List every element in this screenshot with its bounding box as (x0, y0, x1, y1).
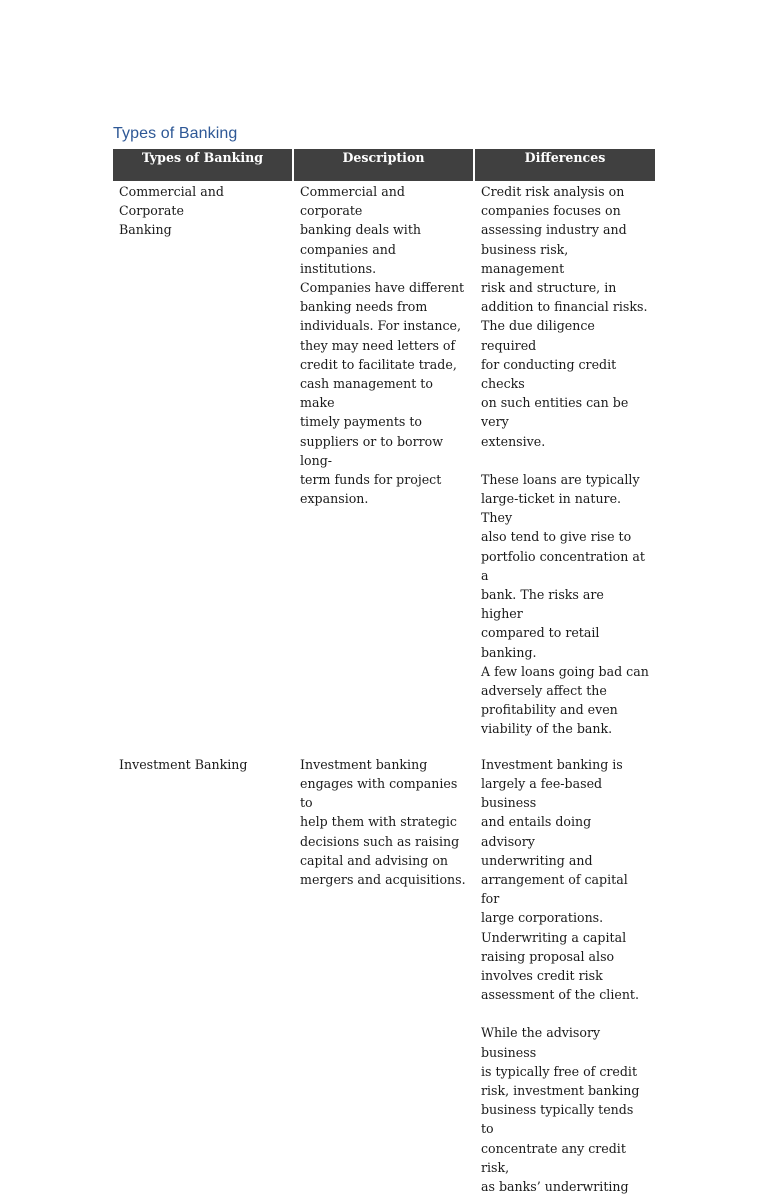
description-text: Commercial and corporate banking deals with companies and institutions. Companies have different banking needs from individuals. For instance, they may need letters of credit to facilitate trade, cash management to make timely payments to suppliers or to borrow long- term funds for project expansion. (300, 184, 465, 507)
banking-type-text: Investment Banking (119, 756, 248, 772)
cell-description (294, 751, 475, 1196)
cell-type (113, 751, 294, 1196)
cell-differences (475, 181, 655, 751)
table-header-row (113, 149, 655, 181)
table-row (113, 181, 655, 751)
cell-type (113, 181, 294, 751)
header-description: Description (294, 149, 475, 181)
cell-description (294, 181, 475, 751)
differences-paragraph: Credit risk analysis on companies focuses on assessing industry and business risk, management risk and structure, in addition to financial risks. The due diligence required for conducting credit checks on such entities can be very extensive. (481, 184, 648, 449)
section-heading: Types of Banking (113, 125, 238, 142)
banking-types-table (113, 149, 655, 1196)
cell-differences (475, 751, 655, 1196)
differences-paragraph: While the advisory business is typically free of credit risk, investment banking business typically tends to concentrate any credit risk, as banks’ underwriting (481, 1025, 640, 1194)
banking-type-text: Commercial and Corporate Banking (119, 184, 224, 238)
header-differences: Differences (475, 149, 655, 181)
description-text: Investment banking engages with companies to help them with strategic decisions such as raising capital and advising on mergers and acquisitions. (300, 756, 466, 887)
differences-paragraph: Investment banking is largely a fee-based business and entails doing advisory underwriting and arrangement of capital for large corporations. Underwriting a capital raising proposal also involves credit risk assessment of the client. (481, 756, 639, 1003)
header-types-of-banking: Types of Banking (113, 149, 294, 181)
differences-paragraph: These loans are typically large-ticket in nature. They also tend to give rise to portfolio concentration at a bank. The risks are higher compared to retail banking. A few loans going bad can adversely affect the profitability and even viability of the bank. (481, 471, 649, 737)
table-row (113, 751, 655, 1196)
